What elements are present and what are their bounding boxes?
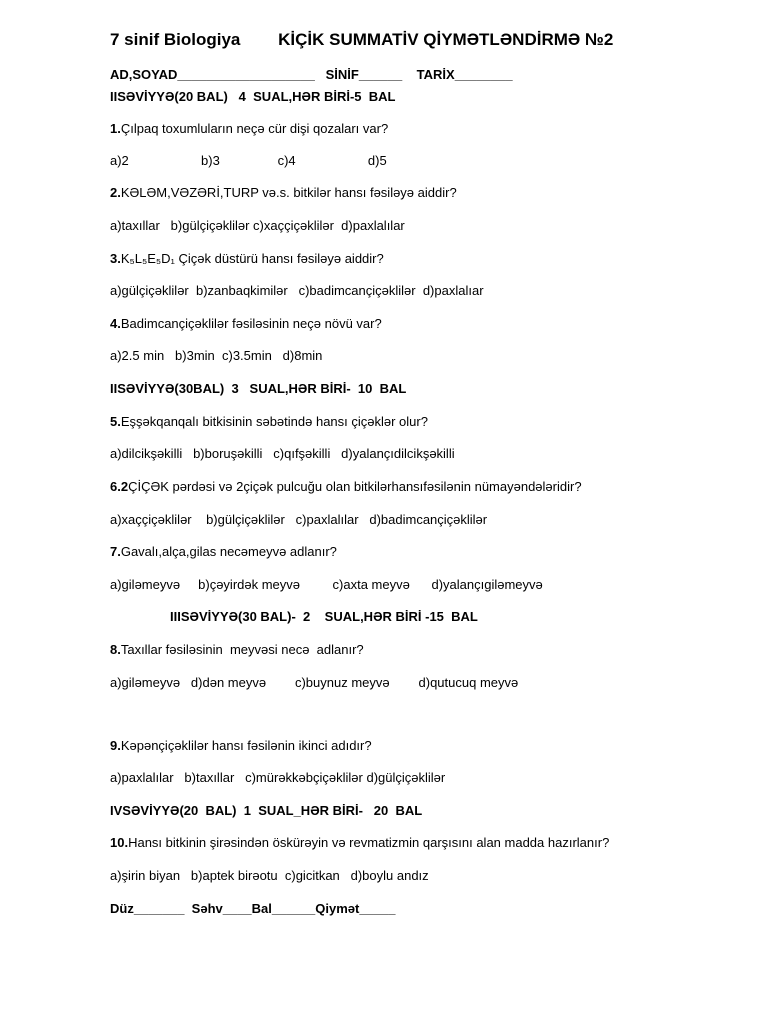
question-3-options: a)gülçiçəklilər b)zanbaqkimilər c)badimcançiçəklilər d)paxlalıar — [110, 283, 484, 298]
question-7 — [110, 544, 337, 560]
question-text: Eşşəkqanqalı bitkisinin səbətində hansı çiçəklər olur? — [120, 414, 428, 429]
question-text: K₅L₅E₅D₁ Çiçək düstürü hansı fəsiləyə aiddir? — [120, 251, 384, 266]
question-1-options: a)2 b)3 c)4 d)5 — [110, 153, 387, 168]
section-4-heading: IVSƏVİYYƏ(20 BAL) 1 SUAL_HƏR BİRİ- 20 BAL — [110, 803, 423, 818]
question-8 — [110, 642, 364, 658]
grading-footer: Düz_______ Səhv____Bal______Qiymət_____ — [110, 901, 396, 916]
question-text: Kəpənçiçəklilər hansı fəsilənin ikinci adıdır? — [120, 738, 372, 753]
question-text: Gavalı,alça,gilas necəmeyvə adlanır? — [120, 544, 337, 559]
question-number: 7. — [110, 544, 121, 559]
question-number: 8. — [110, 642, 121, 657]
question-5 — [110, 414, 428, 430]
question-number: 9. — [110, 738, 121, 753]
question-text: ÇİÇƏK pərdəsi və 2çiçək pulcuğu olan bitkilərhansıfəsilənin nümayəndələridir? — [128, 479, 582, 494]
question-7-options: a)giləmeyvə b)çəyirdək meyvə c)axta meyvə d)yalançıgiləmeyvə — [110, 577, 543, 592]
question-number: 4. — [110, 316, 121, 331]
question-number: 2. — [110, 185, 121, 200]
page-title: 7 sinif Biologiya KİÇİK SUMMATİV QİYMƏTLƏNDİRMƏ №2 — [110, 30, 614, 49]
question-text: Badimcançiçəklilər fəsiləsinin neçə növü var? — [120, 316, 382, 331]
question-4-options: a)2.5 min b)3min c)3.5min d)8min — [110, 348, 323, 363]
student-info-fields: AD,SOYAD___________________ SİNİF______ TARİX________ — [110, 67, 513, 82]
question-number: 6.2 — [110, 479, 129, 494]
question-text: Taxıllar fəsiləsinin meyvəsi necə adlanır? — [120, 642, 364, 657]
question-8-options: a)giləmeyvə d)dən meyvə c)buynuz meyvə d)qutucuq meyvə — [110, 675, 519, 690]
question-number: 10. — [110, 835, 129, 850]
question-10 — [110, 835, 609, 851]
question-number: 5. — [110, 414, 121, 429]
question-6 — [110, 479, 582, 495]
question-9-options: a)paxlalılar b)taxıllar c)mürəkkəbçiçəklilər d)gülçiçəklilər — [110, 770, 446, 785]
question-10-options: a)şirin biyan b)aptek birəotu c)gicitkan d)boylu andız — [110, 868, 429, 883]
section-2-heading: IISƏVİYYƏ(30BAL) 3 SUAL,HƏR BİRİ- 10 BAL — [110, 381, 407, 396]
question-text: Hansı bitkinin şirəsindən öskürəyin və revmatizmin qarşısını alan madda hazırlanır? — [128, 835, 610, 850]
question-text: Çılpaq toxumluların neçə cür dişi qozaları var? — [120, 121, 389, 136]
question-2 — [110, 185, 457, 201]
question-text: KƏLƏM,VƏZƏRİ,TURP və.s. bitkilər hansı fəsiləyə aiddir? — [120, 185, 457, 200]
question-1 — [110, 121, 388, 137]
section-1-heading: IISƏVİYYƏ(20 BAL) 4 SUAL,HƏR BİRİ-5 BAL — [110, 89, 396, 104]
question-6-options: a)xaççiçəklilər b)gülçiçəklilər c)paxlalılar d)badimcançiçəklilər — [110, 512, 488, 527]
question-3 — [110, 251, 384, 267]
question-9 — [110, 738, 372, 754]
question-4 — [110, 316, 382, 332]
question-number: 1. — [110, 121, 121, 136]
question-5-options: a)dilcikşəkilli b)boruşəkilli c)qıfşəkilli d)yalançıdilcikşəkilli — [110, 446, 455, 461]
question-2-options: a)taxıllar b)gülçiçəklilər c)xaççiçəklilər d)paxlalılar — [110, 218, 405, 233]
question-number: 3. — [110, 251, 121, 266]
section-3-heading: IIISƏVİYYƏ(30 BAL)- 2 SUAL,HƏR BİRİ -15 BAL — [170, 609, 478, 624]
